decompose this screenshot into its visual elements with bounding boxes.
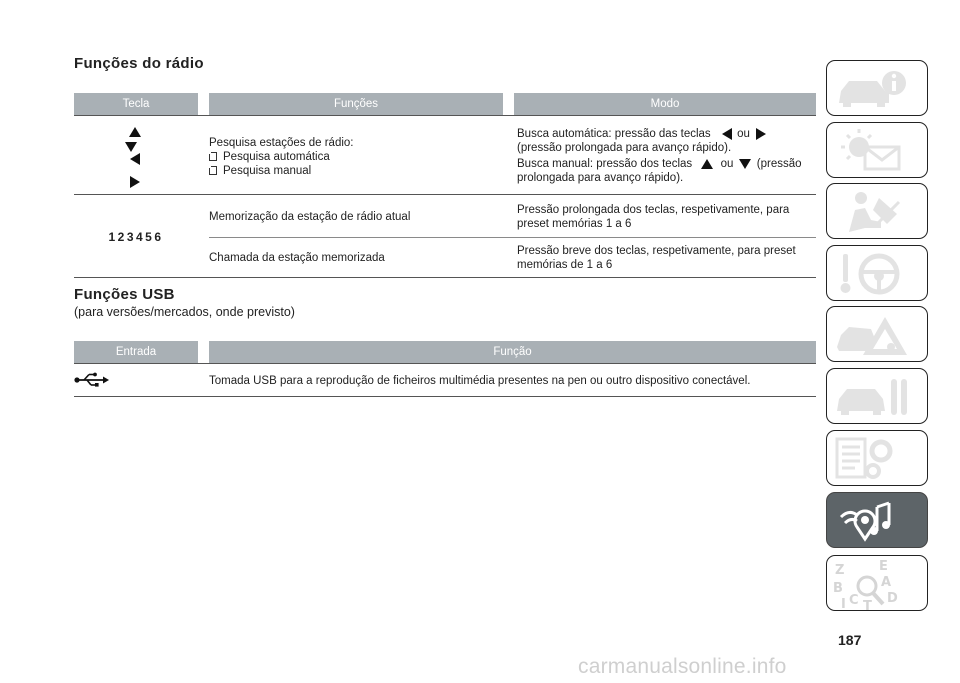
bullet-icon [209,166,217,175]
search-stations-title: Pesquisa estações de rádio: [209,137,354,149]
bullet-icon [209,152,217,161]
tab-emergency[interactable] [826,306,928,362]
row-rule [74,277,816,278]
page-number: 187 [838,632,862,648]
row-rule [74,396,816,397]
alphabet-index-icon [827,556,929,612]
right-arrow-icon [756,128,766,140]
preset-keys: 123456 [108,230,164,244]
header-modo: Modo [514,93,816,115]
mode-manual-line2: prolongada para avanço rápido). [517,172,684,184]
header-rule [74,115,816,116]
radio-section-title: Funções do rádio [74,55,204,72]
specs-gears-icon [827,431,929,487]
bullet-manual-search: Pesquisa manual [209,164,311,178]
multimedia-icon [827,493,929,549]
radio-table-header [74,93,816,115]
svg-text:E: E [879,559,888,574]
header-entrada: Entrada [74,341,198,363]
svg-text:T: T [863,599,872,612]
svg-text:B: B [833,581,843,596]
warning-lights-icon [827,123,929,179]
usb-table-header [74,341,816,363]
left-arrow-icon [130,153,140,165]
header-funcao: Função [209,341,816,363]
svg-text:Z: Z [835,563,845,578]
recall-mode: Pressão breve dos teclas, respetivamente, para preset memórias de 1 a 6 [517,245,796,271]
svg-text:C: C [849,593,859,608]
car-maintenance-icon [827,369,929,425]
tab-alphabetical-index[interactable] [826,555,928,611]
usb-icon [74,372,110,388]
down-arrow-icon [739,159,751,169]
tab-safety[interactable] [826,183,928,239]
svg-text:I: I [841,597,846,612]
down-arrow-icon [125,142,137,152]
usb-section-title: Funções USB [74,286,175,303]
right-arrow-icon [130,176,140,188]
memorize-station: Memorização da estação de rádio atual [209,211,411,223]
left-arrow-icon [722,128,732,140]
usb-section-subtitle: (para versões/mercados, onde previsto) [74,305,295,319]
steering-wheel-icon [827,246,929,302]
bullet-auto-search: Pesquisa automática [209,150,330,164]
mode-manual-line1: Busca manual: pressão dos teclas ou (pressão [517,158,802,170]
sub-row-rule [209,237,816,238]
tab-car-info[interactable] [826,60,928,116]
mode-auto-line1: Busca automática: pressão das teclas ou [517,127,766,141]
car-info-icon [827,61,929,117]
svg-text:D: D [887,591,898,606]
recall-station: Chamada da estação memorizada [209,252,385,264]
tab-multimedia[interactable] [826,492,928,548]
tab-maintenance[interactable] [826,368,928,424]
row-rule [74,194,816,195]
emergency-triangle-icon [827,307,929,363]
header-tecla: Tecla [74,93,198,115]
header-rule [74,363,816,364]
memorize-mode: Pressão prolongada dos teclas, respetivamente, para preset memórias 1 a 6 [517,204,790,230]
up-arrow-icon [701,159,713,169]
up-arrow-icon [129,127,141,137]
usb-function: Tomada USB para a reprodução de ficheiros multimédia presentes na pen ou outro dispositivo conectável. [209,375,751,387]
header-funcoes: Funções [209,93,503,115]
svg-text:A: A [881,575,892,590]
tab-steering[interactable] [826,245,928,301]
watermark: carmanualsonline.info [578,655,787,678]
safety-airbag-icon [827,184,929,240]
tab-specifications[interactable] [826,430,928,486]
mode-auto-line2: (pressão prolongada para avanço rápido). [517,142,732,154]
tab-warning-lights[interactable] [826,122,928,178]
